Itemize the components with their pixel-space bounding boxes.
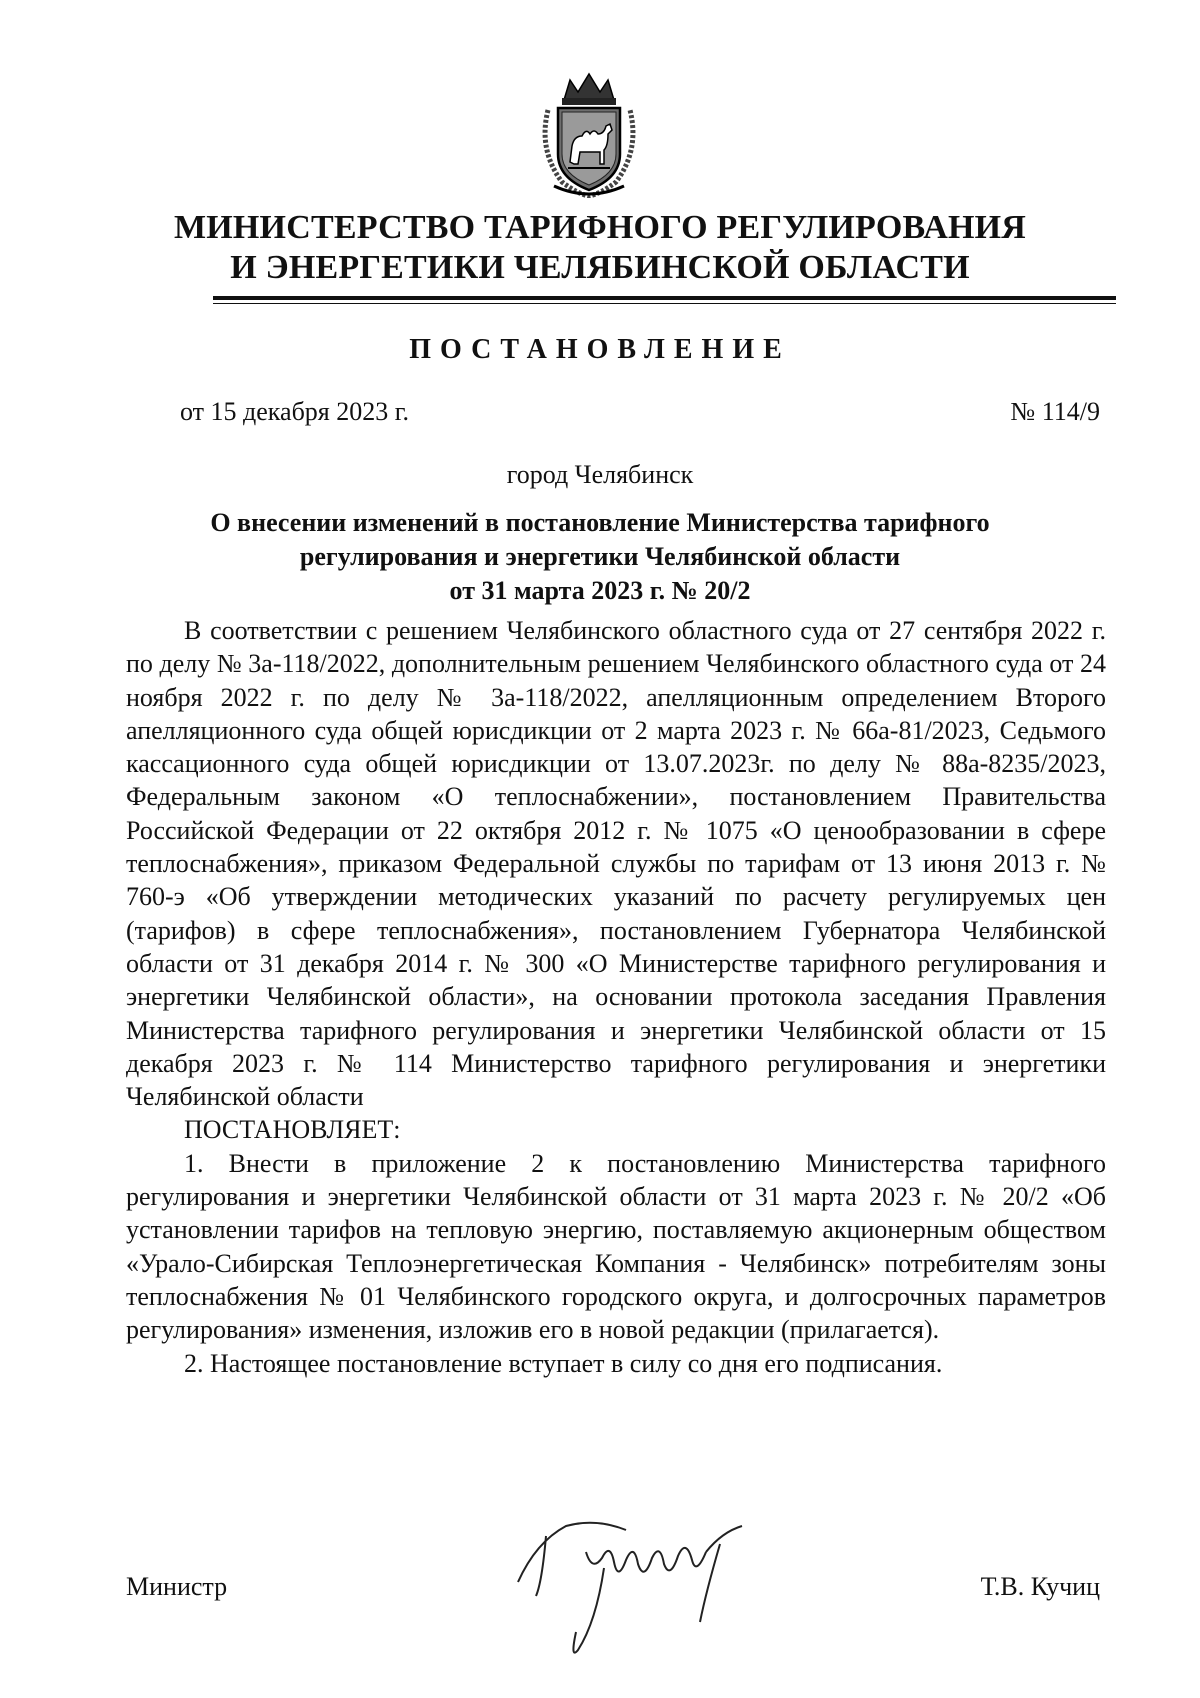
- ministry-name-line-1: МИНИСТЕРСТВО ТАРИФНОГО РЕГУЛИРОВАНИЯ: [173, 209, 1027, 246]
- coat-of-arms-icon: [534, 70, 644, 198]
- document-title-line-3: от 31 марта 2023 г. № 20/2: [449, 576, 751, 605]
- document-title: [120, 506, 1080, 608]
- decree-word: ПОСТАНОВЛЯЕТ:: [184, 1115, 401, 1145]
- signature-icon: [506, 1512, 796, 1662]
- ministry-name-line-2: И ЭНЕРГЕТИКИ ЧЕЛЯБИНСКОЙ ОБЛАСТИ: [230, 249, 970, 286]
- signatory-name: Т.В. Кучиц: [980, 1572, 1100, 1601]
- document-type: ПОСТАНОВЛЕНИЕ: [409, 334, 791, 365]
- header-divider-thick: [213, 296, 1116, 300]
- header-divider-thin: [213, 303, 1116, 304]
- document-number: № 114/9: [1010, 397, 1100, 426]
- item-2-paragraph: 2. Настоящее постановление вступает в силу со дня его подписания.: [184, 1348, 943, 1378]
- document-title-line-1: О внесении изменений в постановление Министерства тарифного: [210, 508, 990, 537]
- preamble-paragraph: В соответствии с решением Челябинского областного суда от 27 сентября 2022 г. по делу № 3а-118/2022, дополнительным решением Челябинского областного суда от 24 ноября 2022 г. по делу № 3а-118/2022, апелляционным определением Второго апелляционного суда общей юрисдикции от 2 марта 2023 г. № 66а-81/2023, Седьмого кассационного суда общей юрисдикции от 13.07.2023г. по делу № 88а-8235/2023, Федеральным законом «О теплоснабжении», постановлением Правительства Российской Федерации от 22 октября 2012 г. № 1075 «О ценообразовании в сфере теплоснабжения», приказом Федеральной службы по тарифам от 13 июня 2013 г. № 760-э «Об утверждении методических указаний по расчету регулируемых цен (тарифов) в сфере теплоснабжения», постановлением Губернатора Челябинской области от 31 декабря 2014 г. № 300 «О Министерстве тарифного регулирования и энергетики Челябинской области», на основании протокола заседания Правления Министерства тарифного регулирования и энергетики Челябинской области от 15 декабря 2023 г. № 114 Министерство тарифного регулирования и энергетики Челябинской области: [126, 616, 1106, 1112]
- signatory-role: Министр: [126, 1572, 228, 1601]
- document-body: [126, 614, 1106, 1380]
- document-city: город Челябинск: [506, 460, 694, 489]
- item-1-paragraph: 1. Внести в приложение 2 к постановлению Министерства тарифного регулирования и энергетики Челябинской области от 31 марта 2023 г. № 20/2 «Об установлении тарифов на тепловую энергию, поставляемую акционерным обществом «Урало-Сибирская Теплоэнергетическая Компания - Челябинск» потребителям зоны теплоснабжения № 01 Челябинского городского округа, и долгосрочных параметров регулирования» изменения, изложив его в новой редакции (прилагается).: [126, 1148, 1106, 1345]
- document-title-line-2: регулирования и энергетики Челябинской области: [299, 542, 901, 571]
- ministry-name: [120, 208, 1080, 288]
- document-date: от 15 декабря 2023 г.: [180, 397, 409, 426]
